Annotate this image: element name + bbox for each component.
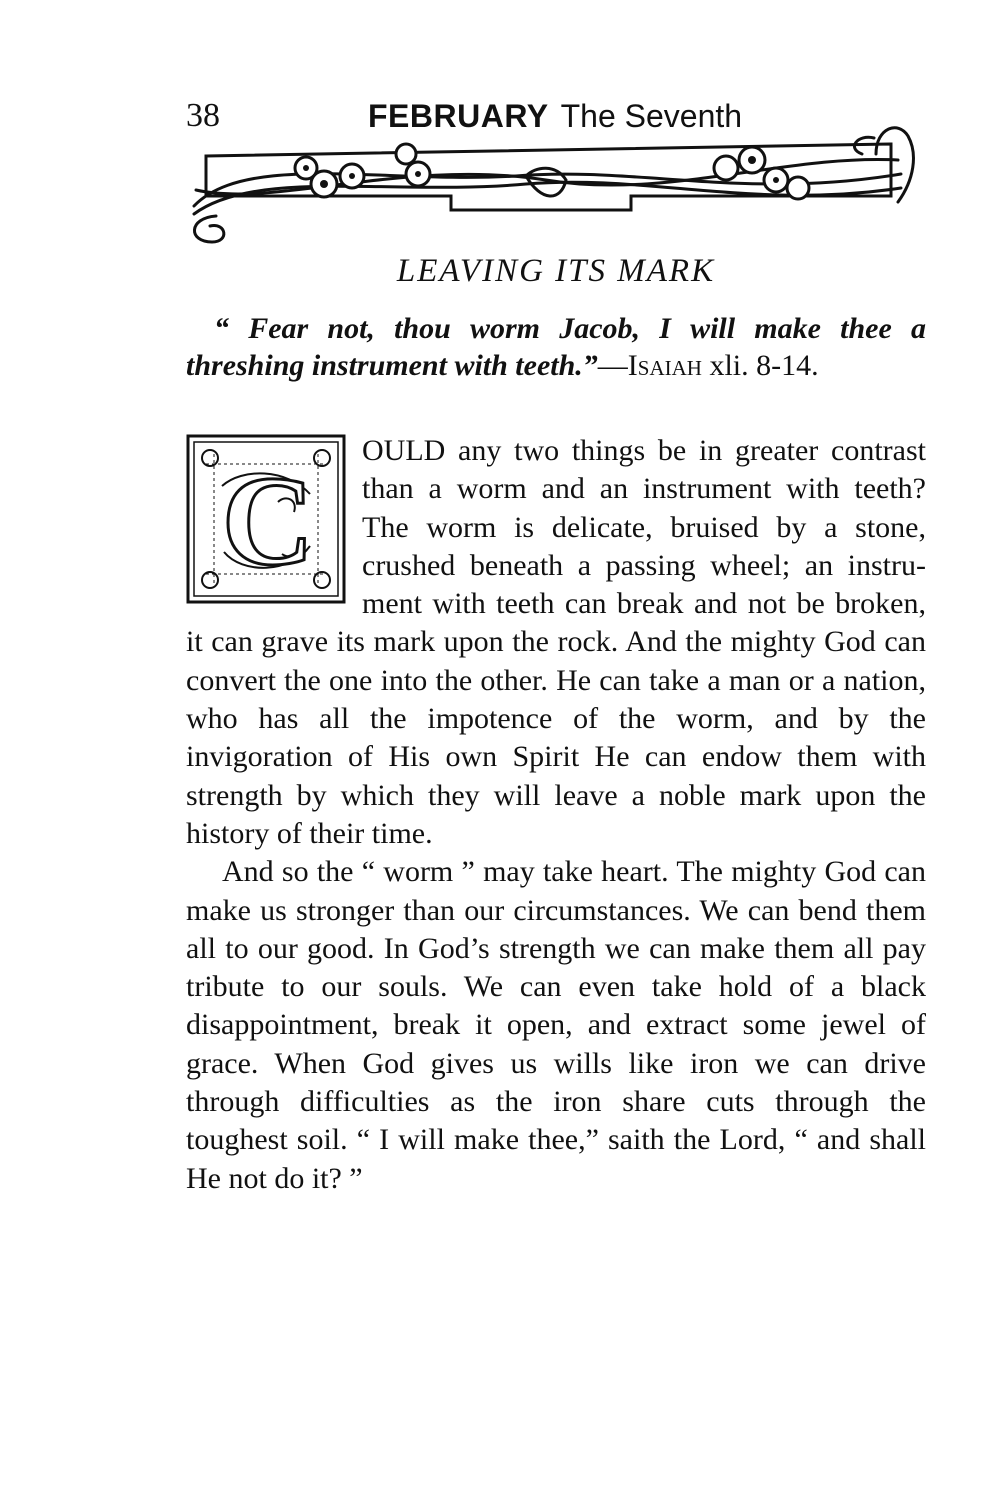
running-head-month: FEBRUARY [368,98,549,134]
page-number: 38 [186,97,220,134]
section-title: LEAVING ITS MARK [396,253,716,289]
epigraph [186,310,926,384]
drop-cap-letter: C [221,450,315,592]
epigraph-reference: xli. 8-14. [701,349,819,382]
paragraph-1-text: OULD any two things be in greater contrast than a worm and an instrument with teeth? The worm is delicate, bruised by a stone, crushed beneath a passing wheel; an instrument with teeth can break and not be broken, it can grave its mark upon the rock. And the mighty God can convert the one into the other. He can take a man or a nation, who has all the impotence of the worm, and by the invigoration of His own Spirit He can endow them with strength by which they will leave a noble mark upon the history of their time. [186,434,926,850]
epigraph-quote: “ Fear not, thou worm Jacob, I will make thee a threshing instrument with teeth.” [186,312,926,382]
ornamental-drop-cap [186,434,346,604]
epigraph-source: Isaiah [627,349,702,382]
paragraph-2: And so the “ worm ” may take heart. The mighty God can make us stronger than our circumstances. We can bend them all to our good. In God’s strength we can make them all pay tribute to our souls. We can even take hold of a black disappointment, break it open, and extract some jewel of grace. When God gives us wills like iron we can drive through difficulties as the iron share cuts through the toughest soil. “ I will make thee,” saith the Lord, “ and shall He not do it? ” [186,855,926,1195]
epigraph-dash: — [597,349,628,382]
body-text [186,432,926,1198]
floral-header-ornament [186,118,926,246]
paragraph-1 [186,432,926,853]
running-head-day: The Seventh [560,98,743,134]
